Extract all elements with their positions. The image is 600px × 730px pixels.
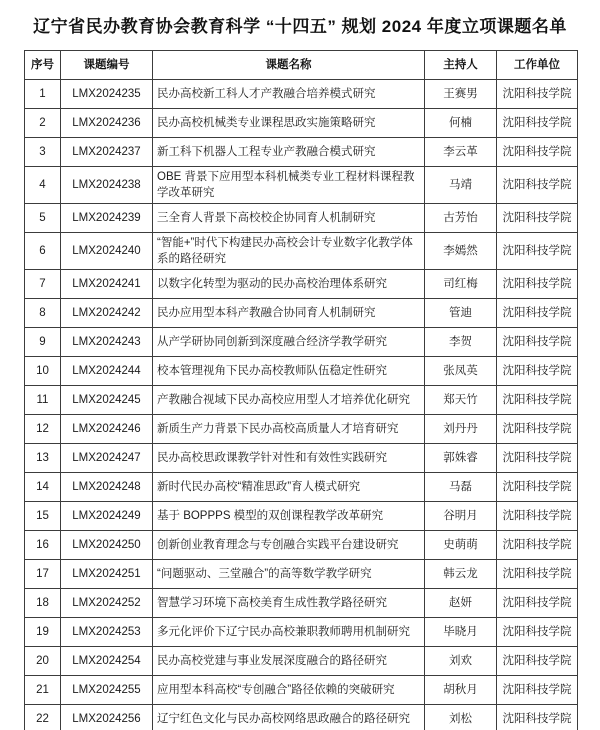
cell-project-leader: 何楠: [425, 109, 497, 138]
cell-serial-number: 5: [25, 204, 61, 233]
cell-work-unit: 沈阳科技学院: [497, 270, 578, 299]
table-row: [25, 502, 578, 531]
cell-project-code: LMX2024249: [61, 502, 153, 531]
cell-project-title: 基于 BOPPPS 模型的双创课程教学改革研究: [153, 502, 425, 531]
cell-project-code: LMX2024236: [61, 109, 153, 138]
cell-project-title: 三全育人背景下高校校企协同育人机制研究: [153, 204, 425, 233]
cell-serial-number: 20: [25, 647, 61, 676]
header-serial-number: 序号: [25, 51, 61, 80]
cell-project-title: 新工科下机器人工程专业产教融合模式研究: [153, 138, 425, 167]
cell-project-leader: 毕晓月: [425, 618, 497, 647]
cell-serial-number: 8: [25, 299, 61, 328]
cell-project-code: LMX2024246: [61, 415, 153, 444]
cell-project-leader: 郭姝睿: [425, 444, 497, 473]
cell-project-leader: 胡秋月: [425, 676, 497, 705]
cell-project-title: 辽宁红色文化与民办高校网络思政融合的路径研究: [153, 705, 425, 730]
cell-work-unit: 沈阳科技学院: [497, 328, 578, 357]
cell-work-unit: 沈阳科技学院: [497, 618, 578, 647]
cell-project-leader: 管迪: [425, 299, 497, 328]
table-row: [25, 560, 578, 589]
cell-project-title: 民办高校机械类专业课程思政实施策略研究: [153, 109, 425, 138]
project-table: [24, 50, 578, 730]
cell-project-code: LMX2024247: [61, 444, 153, 473]
table-row: [25, 618, 578, 647]
cell-project-title: 应用型本科高校“专创融合”路径依赖的突破研究: [153, 676, 425, 705]
cell-project-leader: 古芳怡: [425, 204, 497, 233]
cell-serial-number: 21: [25, 676, 61, 705]
cell-project-code: LMX2024253: [61, 618, 153, 647]
cell-project-title: 创新创业教育理念与专创融合实践平台建设研究: [153, 531, 425, 560]
cell-project-title: 校本管理视角下民办高校教师队伍稳定性研究: [153, 357, 425, 386]
cell-serial-number: 14: [25, 473, 61, 502]
cell-project-code: LMX2024252: [61, 589, 153, 618]
cell-project-leader: 刘松: [425, 705, 497, 730]
cell-project-leader: 张凤英: [425, 357, 497, 386]
cell-project-title: “问题驱动、三堂融合”的高等数学教学研究: [153, 560, 425, 589]
cell-work-unit: 沈阳科技学院: [497, 560, 578, 589]
cell-project-leader: 马靖: [425, 167, 497, 204]
table-row: [25, 80, 578, 109]
cell-work-unit: 沈阳科技学院: [497, 299, 578, 328]
table-row: [25, 531, 578, 560]
table-row: [25, 705, 578, 730]
cell-serial-number: 11: [25, 386, 61, 415]
cell-project-title: 新质生产力背景下民办高校高质量人才培育研究: [153, 415, 425, 444]
cell-serial-number: 3: [25, 138, 61, 167]
table-row: [25, 444, 578, 473]
cell-work-unit: 沈阳科技学院: [497, 233, 578, 270]
cell-work-unit: 沈阳科技学院: [497, 357, 578, 386]
cell-project-title: 新时代民办高校“精准思政”育人模式研究: [153, 473, 425, 502]
cell-serial-number: 6: [25, 233, 61, 270]
cell-serial-number: 1: [25, 80, 61, 109]
cell-project-code: LMX2024245: [61, 386, 153, 415]
cell-work-unit: 沈阳科技学院: [497, 473, 578, 502]
cell-project-leader: 司红梅: [425, 270, 497, 299]
cell-serial-number: 22: [25, 705, 61, 730]
cell-project-title: 产教融合视域下民办高校应用型人才培养优化研究: [153, 386, 425, 415]
cell-work-unit: 沈阳科技学院: [497, 80, 578, 109]
cell-work-unit: 沈阳科技学院: [497, 386, 578, 415]
cell-project-title: 以数字化转型为驱动的民办高校治理体系研究: [153, 270, 425, 299]
cell-project-title: 民办高校新工科人才产教融合培养模式研究: [153, 80, 425, 109]
cell-serial-number: 7: [25, 270, 61, 299]
cell-work-unit: 沈阳科技学院: [497, 138, 578, 167]
cell-project-leader: 王赛男: [425, 80, 497, 109]
cell-project-title: “智能+”时代下构建民办高校会计专业数字化教学体系的路径研究: [153, 233, 425, 270]
cell-serial-number: 9: [25, 328, 61, 357]
cell-project-code: LMX2024238: [61, 167, 153, 204]
table-row: [25, 473, 578, 502]
cell-serial-number: 15: [25, 502, 61, 531]
page-title: 辽宁省民办教育协会教育科学 “十四五” 规划 2024 年度立项课题名单: [33, 17, 567, 36]
cell-project-code: LMX2024243: [61, 328, 153, 357]
cell-work-unit: 沈阳科技学院: [497, 705, 578, 730]
cell-project-code: LMX2024244: [61, 357, 153, 386]
table-row: [25, 415, 578, 444]
cell-work-unit: 沈阳科技学院: [497, 167, 578, 204]
cell-work-unit: 沈阳科技学院: [497, 502, 578, 531]
cell-serial-number: 4: [25, 167, 61, 204]
cell-project-code: LMX2024242: [61, 299, 153, 328]
cell-project-code: LMX2024239: [61, 204, 153, 233]
table-row: [25, 138, 578, 167]
cell-work-unit: 沈阳科技学院: [497, 531, 578, 560]
header-project-code: 课题编号: [61, 51, 153, 80]
cell-serial-number: 18: [25, 589, 61, 618]
cell-project-title: 多元化评价下辽宁民办高校兼职教师聘用机制研究: [153, 618, 425, 647]
table-row: [25, 676, 578, 705]
cell-project-code: LMX2024235: [61, 80, 153, 109]
table-row: [25, 357, 578, 386]
cell-project-title: 智慧学习环境下高校美育生成性教学路径研究: [153, 589, 425, 618]
cell-project-leader: 谷明月: [425, 502, 497, 531]
cell-serial-number: 19: [25, 618, 61, 647]
table-row: [25, 647, 578, 676]
cell-project-code: LMX2024250: [61, 531, 153, 560]
cell-project-title: OBE 背景下应用型本科机械类专业工程材料课程教学改革研究: [153, 167, 425, 204]
cell-work-unit: 沈阳科技学院: [497, 589, 578, 618]
cell-serial-number: 10: [25, 357, 61, 386]
cell-project-code: LMX2024254: [61, 647, 153, 676]
cell-serial-number: 13: [25, 444, 61, 473]
cell-project-code: LMX2024240: [61, 233, 153, 270]
table-row: [25, 299, 578, 328]
table-row: [25, 328, 578, 357]
cell-serial-number: 16: [25, 531, 61, 560]
header-project-title: 课题名称: [153, 51, 425, 80]
cell-project-leader: 韩云龙: [425, 560, 497, 589]
cell-project-code: LMX2024248: [61, 473, 153, 502]
table-row: [25, 204, 578, 233]
cell-work-unit: 沈阳科技学院: [497, 415, 578, 444]
header-work-unit: 工作单位: [497, 51, 578, 80]
cell-project-leader: 李贺: [425, 328, 497, 357]
cell-work-unit: 沈阳科技学院: [497, 676, 578, 705]
cell-serial-number: 2: [25, 109, 61, 138]
cell-project-code: LMX2024241: [61, 270, 153, 299]
cell-project-leader: 李云革: [425, 138, 497, 167]
cell-project-code: LMX2024251: [61, 560, 153, 589]
table-row: [25, 386, 578, 415]
cell-project-code: LMX2024255: [61, 676, 153, 705]
table-row: [25, 270, 578, 299]
cell-project-leader: 史萌萌: [425, 531, 497, 560]
cell-serial-number: 12: [25, 415, 61, 444]
cell-serial-number: 17: [25, 560, 61, 589]
table-row: [25, 589, 578, 618]
cell-project-leader: 刘欢: [425, 647, 497, 676]
cell-project-leader: 刘丹丹: [425, 415, 497, 444]
cell-work-unit: 沈阳科技学院: [497, 204, 578, 233]
cell-project-title: 民办应用型本科产教融合协同育人机制研究: [153, 299, 425, 328]
table-row: [25, 167, 578, 204]
cell-project-title: 民办高校党建与事业发展深度融合的路径研究: [153, 647, 425, 676]
header-project-leader: 主持人: [425, 51, 497, 80]
cell-project-code: LMX2024237: [61, 138, 153, 167]
cell-work-unit: 沈阳科技学院: [497, 647, 578, 676]
cell-project-leader: 郑天竹: [425, 386, 497, 415]
cell-project-leader: 赵妍: [425, 589, 497, 618]
cell-project-title: 从产学研协同创新到深度融合经济学教学研究: [153, 328, 425, 357]
cell-work-unit: 沈阳科技学院: [497, 444, 578, 473]
table-header-row: [25, 51, 578, 80]
table-row: [25, 233, 578, 270]
cell-project-title: 民办高校思政课教学针对性和有效性实践研究: [153, 444, 425, 473]
cell-project-leader: 马磊: [425, 473, 497, 502]
cell-project-code: LMX2024256: [61, 705, 153, 730]
cell-work-unit: 沈阳科技学院: [497, 109, 578, 138]
table-row: [25, 109, 578, 138]
cell-project-leader: 李嫣然: [425, 233, 497, 270]
